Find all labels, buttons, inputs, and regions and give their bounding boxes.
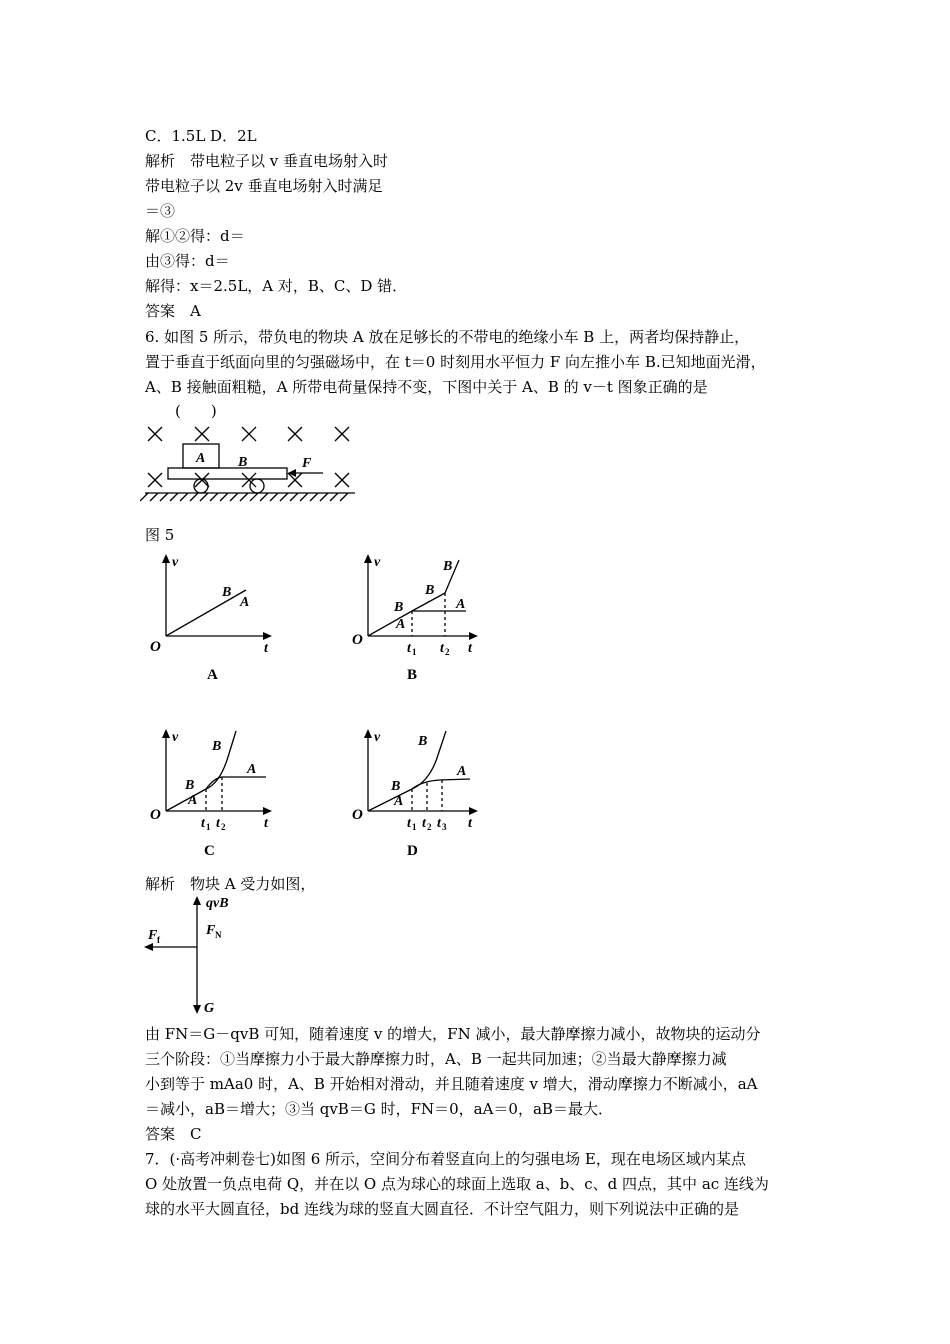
line-label-a: A: [394, 794, 404, 809]
graph-line-ab: [166, 590, 246, 636]
line-label-a: A: [457, 764, 467, 779]
force-arrow-head: [288, 469, 296, 477]
field-cross-mark: [335, 473, 349, 487]
tick-label-t2: t: [422, 816, 426, 831]
tick-subscript: 2: [445, 647, 450, 657]
graph-b: [352, 550, 492, 660]
tick-subscript: 2: [221, 822, 226, 832]
tick-subscript: 3: [442, 822, 447, 832]
v-label: v: [374, 555, 381, 570]
field-cross-mark: [242, 427, 256, 441]
line-label-a: A: [188, 793, 198, 808]
line-label-b: B: [418, 734, 428, 749]
force-label-g: G: [204, 1001, 215, 1016]
t-axis-arrow: [469, 807, 478, 815]
text-line: ＝③: [145, 202, 176, 220]
t-label: t: [468, 816, 472, 831]
tick-subscript: 1: [412, 822, 417, 832]
text-line: 解得：x＝2.5L，A 对，B、C、D 错．: [145, 277, 408, 295]
tick-label-t1: t: [407, 816, 411, 831]
v-label: v: [374, 730, 381, 745]
text-line: O 处放置一负点电荷 Q，并在以 O 点为球心的球面上选取 a、b、c、d 四点，其中 ac 连线为: [145, 1175, 769, 1193]
tick-label-t3: t: [437, 816, 441, 831]
ground-hatch: [140, 493, 348, 501]
answer-blank: ( ): [175, 402, 217, 420]
t-axis-arrow: [263, 807, 272, 815]
origin-label: O: [352, 632, 363, 648]
figure-5: [140, 420, 360, 510]
tick-subscript: 1: [412, 647, 417, 657]
v-axis-arrow: [364, 554, 372, 563]
figure-5-caption: 图 5: [145, 526, 175, 544]
force-label-ff: F: [148, 928, 158, 943]
graph-c: [148, 725, 283, 835]
field-cross-mark: [195, 427, 209, 441]
force-diagram: [140, 892, 250, 1022]
arrow-down: [193, 1005, 201, 1014]
text-line: 解析 物块 A 受力如图，: [145, 875, 316, 893]
line-label-b: B: [425, 583, 435, 598]
text-line: C．1.5L D．2L: [145, 127, 257, 145]
text-line: 解析 带电粒子以 v 垂直电场射入时: [145, 152, 389, 170]
text-line: 置于垂直于纸面向里的匀强磁场中，在 t＝0 时刻用水平恒力 F 向左推小车 B.已知地面光滑，: [145, 353, 766, 371]
t-label: t: [264, 641, 268, 656]
v-label: v: [172, 730, 179, 745]
v-axis-arrow: [162, 729, 170, 738]
block-label: A: [196, 451, 206, 466]
answer: 答案 C: [145, 1125, 202, 1143]
graph-line-common: [368, 611, 412, 636]
answer: 答案 A: [145, 302, 201, 320]
field-cross-mark: [288, 427, 302, 441]
field-cross-mark: [148, 473, 162, 487]
tick-label-t1: t: [201, 816, 205, 831]
text-line: A、B 接触面粗糙，A 所带电荷量保持不变，下图中关于 A、B 的 v－t 图象正确的是: [145, 378, 708, 396]
graph-line-common: [368, 789, 412, 811]
force-label-fn: F: [206, 923, 216, 938]
line-label-b: B: [394, 600, 404, 615]
origin-label: O: [352, 807, 363, 823]
cart-wheel: [250, 479, 264, 493]
force-label-qvb: qvB: [206, 896, 229, 911]
tick-subscript: 1: [206, 822, 211, 832]
line-label-b: B: [443, 559, 453, 574]
line-label-b: B: [185, 778, 195, 793]
v-label: v: [172, 555, 179, 570]
text-line: ＝减小，aB＝增大；③当 qvB＝G 时，FN＝0，aA＝0，aB＝最大．: [145, 1100, 613, 1118]
line-label-a: A: [396, 617, 406, 632]
cart-label: B: [238, 455, 248, 470]
cart-b: [168, 468, 287, 479]
line-label-a: A: [240, 595, 250, 610]
graph-caption-b: B: [407, 667, 418, 683]
graph-a: [148, 550, 283, 660]
force-subscript: f: [157, 935, 160, 945]
tick-subscript: 2: [427, 822, 432, 832]
graph-d: [352, 725, 492, 835]
v-axis-arrow: [162, 554, 170, 563]
tick-label-t2: t: [216, 816, 220, 831]
line-label-b: B: [391, 779, 401, 794]
line-label-b: B: [212, 739, 222, 754]
line-label-a: A: [456, 597, 466, 612]
v-axis-arrow: [364, 729, 372, 738]
text-line: 三个阶段：①当摩擦力小于最大静摩擦力时，A、B 一起共同加速；②当最大静摩擦力减: [145, 1050, 727, 1068]
tick-label-t1: t: [407, 641, 411, 656]
text-line: 球的水平大圆直径，bd 连线为球的竖直大圆直径．不计空气阻力，则下列说法中正确的是: [145, 1200, 739, 1218]
question-7: 7．(·高考冲刺卷七)如图 6 所示，空间分布着竖直向上的匀强电场 E，现在电场区域内某点: [145, 1150, 746, 1168]
text-line: 由③得：d＝: [145, 252, 230, 270]
text-line: 由 FN＝G－qvB 可知，随着速度 v 的增大，FN 减小，最大静摩擦力减小，故物块的运动分: [145, 1025, 761, 1043]
t-axis-arrow: [469, 632, 478, 640]
text-line: 解①②得：d＝: [145, 227, 245, 245]
t-axis-arrow: [263, 632, 272, 640]
arrow-left: [144, 943, 153, 951]
line-label-b: B: [222, 585, 232, 600]
text-line: 小到等于 mAa0 时，A、B 开始相对滑动，并且随着速度 v 增大，滑动摩擦力不断减小，aA: [145, 1075, 758, 1093]
text-line: 带电粒子以 2v 垂直电场射入时满足: [145, 177, 383, 195]
tick-label-t2: t: [440, 641, 444, 656]
force-subscript: N: [215, 930, 222, 940]
origin-label: O: [150, 639, 161, 655]
t-label: t: [468, 641, 472, 656]
graph-caption-a: A: [207, 667, 218, 683]
graph-line-a: [412, 779, 470, 789]
line-label-a: A: [247, 762, 257, 777]
origin-label: O: [150, 807, 161, 823]
force-label: F: [302, 456, 312, 471]
field-cross-mark: [335, 427, 349, 441]
t-label: t: [264, 816, 268, 831]
question-6: 6. 如图 5 所示，带负电的物块 A 放在足够长的不带电的绝缘小车 B 上，两者均保持静止，: [145, 328, 750, 346]
field-cross-mark: [148, 427, 162, 441]
graph-caption-c: C: [204, 843, 215, 859]
graph-caption-d: D: [407, 843, 418, 859]
arrow-up: [193, 896, 201, 905]
